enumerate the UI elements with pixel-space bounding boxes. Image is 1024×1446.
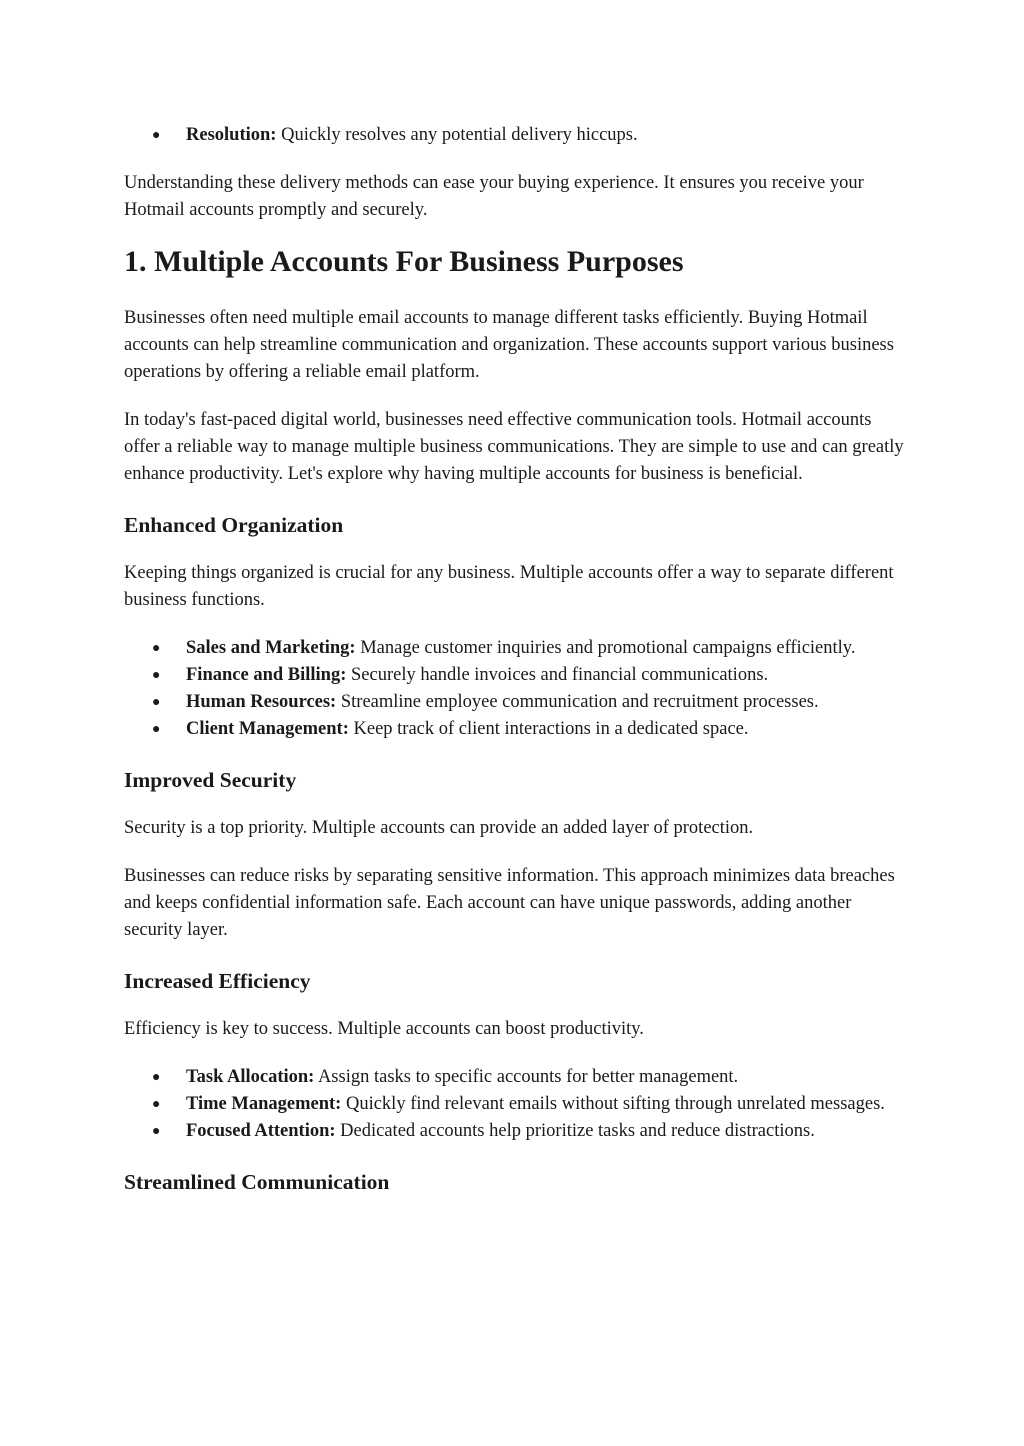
subheading-communication: Streamlined Communication <box>124 1170 390 1194</box>
efficiency-bullet-list <box>124 1064 904 1145</box>
bullet-icon: ● <box>152 722 161 737</box>
list-item-text: Dedicated accounts help prioritize tasks and reduce distractions. <box>335 1121 815 1141</box>
list-item-term: Finance and Billing: <box>186 665 347 685</box>
list-item-term: Resolution: <box>186 125 277 145</box>
section-heading: 1. Multiple Accounts For Business Purposes <box>124 245 684 278</box>
list-item-text: Securely handle invoices and financial communications. <box>346 665 769 685</box>
organization-paragraph: Keeping things organized is crucial for any business. Multiple accounts offer a way to separate different business functions. <box>124 563 894 610</box>
subheading-efficiency: Increased Efficiency <box>124 969 311 993</box>
organization-bullet-list <box>124 635 904 743</box>
list-item <box>124 1118 904 1145</box>
list-item-text: Quickly find relevant emails without sifting through unrelated messages. <box>341 1094 885 1114</box>
bullet-icon: ● <box>152 641 161 656</box>
bullet-icon: ● <box>152 1070 161 1085</box>
list-item <box>124 1064 904 1091</box>
list-item-text: Keep track of client interactions in a dedicated space. <box>348 719 749 739</box>
list-item-term: Sales and Marketing: <box>186 638 356 658</box>
list-item-text: Streamline employee communication and recruitment processes. <box>336 692 819 712</box>
bullet-icon: ● <box>152 1097 161 1112</box>
list-item-term: Client Management: <box>186 719 349 739</box>
subheading-security: Improved Security <box>124 768 297 792</box>
bullet-icon: ● <box>152 1124 161 1139</box>
list-item <box>124 689 904 716</box>
list-item-text: Assign tasks to specific accounts for better management. <box>314 1067 739 1087</box>
security-paragraph: Security is a top priority. Multiple accounts can provide an added layer of protection. <box>124 818 754 838</box>
list-item-term: Focused Attention: <box>186 1121 336 1141</box>
efficiency-paragraph: Efficiency is key to success. Multiple accounts can boost productivity. <box>124 1019 644 1039</box>
bullet-icon: ● <box>152 128 161 143</box>
list-item <box>124 122 904 149</box>
list-item <box>124 662 904 689</box>
list-item-text: Manage customer inquiries and promotional campaigns efficiently. <box>355 638 856 658</box>
bullet-icon: ● <box>152 695 161 710</box>
list-item <box>124 635 904 662</box>
document-page <box>124 122 904 1197</box>
intro-bullet-list <box>124 122 904 149</box>
bullet-icon: ● <box>152 668 161 683</box>
list-item <box>124 1091 904 1118</box>
intro-paragraph: Understanding these delivery methods can ease your buying experience. It ensures you receive your Hotmail accounts promptly and securely. <box>124 173 864 220</box>
list-item-text: Quickly resolves any potential delivery hiccups. <box>276 125 638 145</box>
subheading-organization: Enhanced Organization <box>124 513 344 537</box>
security-paragraph: Businesses can reduce risks by separating sensitive information. This approach minimizes data breaches and keeps confidential information safe. Each account can have unique passwords, adding another security layer. <box>124 866 895 940</box>
list-item <box>124 716 904 743</box>
list-item-term: Human Resources: <box>186 692 337 712</box>
section-paragraph: In today's fast-paced digital world, businesses need effective communication tools. Hotmail accounts offer a reliable way to manage multiple business communications. They are simple to use and can greatly enhance productivity. Let's explore why having multiple accounts for business is beneficial. <box>124 410 904 484</box>
section-paragraph: Businesses often need multiple email accounts to manage different tasks efficiently. Buying Hotmail accounts can help streamline communication and organization. These accounts support various business operations by offering a reliable email platform. <box>124 308 894 382</box>
list-item-term: Time Management: <box>186 1094 342 1114</box>
list-item-term: Task Allocation: <box>186 1067 315 1087</box>
